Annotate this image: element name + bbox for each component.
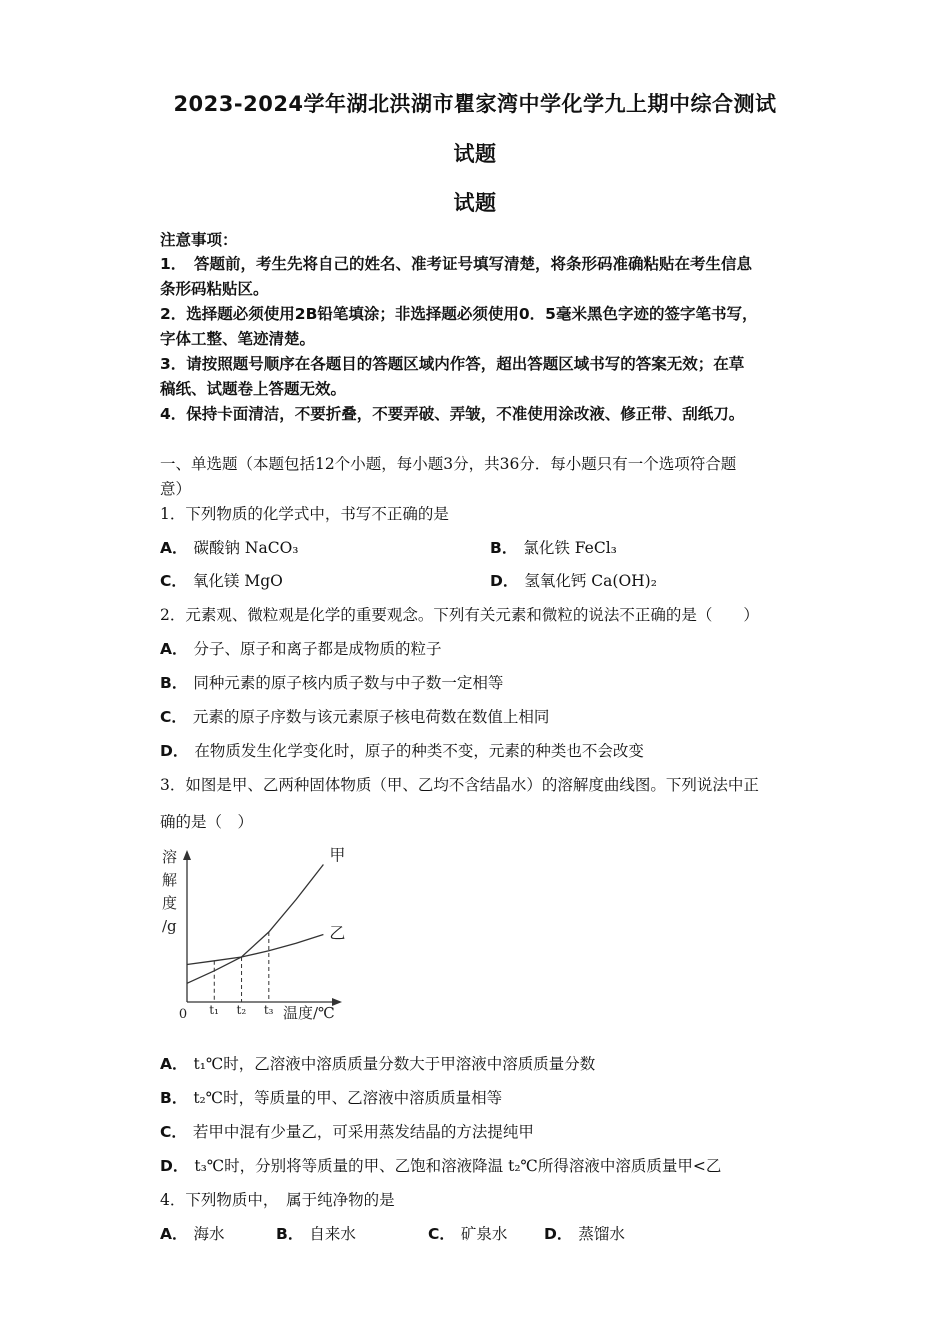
exam-subtitle: 试题 [453, 191, 497, 215]
q1-option-b-text: 氯化铁 FeCl₃ [523, 539, 617, 557]
solubility-chart-svg [150, 840, 350, 1025]
x-tick-label-t2: t₂ [236, 1003, 247, 1017]
q2-option-a-label: A． [160, 640, 188, 658]
q4-option-b-text: 自来水 [309, 1225, 356, 1243]
notice-item-2-cont: 字体工整、笔迹清楚。 [160, 330, 316, 348]
q3-option-c-text: 若甲中混有少量乙，可采用蒸发结晶的方法提纯甲 [192, 1123, 534, 1141]
q2-option-b-text: 同种元素的原子核内质子数与中子数一定相等 [193, 674, 504, 692]
q3-option-a-text: t₁℃时，乙溶液中溶质质量分数大于甲溶液中溶质质量分数 [193, 1055, 596, 1073]
q1-option-a-text: 碳酸钠 NaCO₃ [193, 539, 299, 557]
q1-option-d-label: D． [490, 572, 519, 590]
q2-option-c-label: C． [160, 708, 187, 726]
q4-option-a-label: A． [160, 1225, 188, 1243]
q4-option-b [276, 1222, 356, 1244]
series-label-jia: 甲 [329, 845, 346, 865]
q4-option-d-text: 蒸馏水 [578, 1225, 625, 1243]
notice-heading: 注意事项： [160, 231, 238, 249]
q4-option-c-text: 矿泉水 [460, 1225, 508, 1243]
x-axis-label: 温度/℃ [283, 1004, 335, 1022]
q3-option-b [160, 1086, 502, 1108]
series-line-yi [187, 935, 323, 965]
q4-option-b-label: B． [276, 1225, 304, 1243]
q3-option-b-text: t₂℃时，等质量的甲、乙溶液中溶质质量相等 [193, 1089, 503, 1107]
notice-item-1: 1． 答题前，考生先将自己的姓名、准考证号填写清楚，将条形码准确粘贴在考生信息 [160, 255, 753, 273]
q2-option-b [160, 671, 503, 693]
q1-option-b-label: B． [490, 539, 518, 557]
q3-stem-cont: 确的是（ ） [160, 813, 254, 831]
q2-option-a-text: 分子、原子和离子都是成物质的粒子 [193, 640, 442, 658]
q3-option-a [160, 1052, 595, 1074]
q1-stem: 1．下列物质的化学式中，书写不正确的是 [160, 505, 449, 523]
q2-option-d-text: 在物质发生化学变化时，原子的种类不变，元素的种类也不会改变 [194, 742, 644, 760]
q4-stem: 4．下列物质中， 属于纯净物的是 [160, 1191, 395, 1209]
q1-option-d [490, 569, 657, 591]
notice-item-2: 2．选择题必须使用2B铅笔填涂；非选择题必须使用0．5毫米黑色字迹的签字笔书写， [160, 305, 758, 323]
q4-option-a-text: 海水 [193, 1225, 225, 1243]
q4-option-c-label: C． [428, 1225, 455, 1243]
q4-option-c [428, 1222, 507, 1244]
q3-stem: 3．如图是甲、乙两种固体物质（甲、乙均不含结晶水）的溶解度曲线图。下列说法中正 [160, 776, 759, 794]
section-heading-cont: 意） [160, 480, 192, 498]
q3-option-d-label: D． [160, 1157, 189, 1175]
q1-option-a [160, 536, 299, 558]
origin-label: 0 [178, 1007, 188, 1022]
notice-item-3: 3．请按照题号顺序在各题目的答题区域内作答，超出答题区域书写的答案无效；在草 [160, 355, 745, 373]
solubility-chart [150, 840, 350, 1025]
q2-stem: 2．元素观、微粒观是化学的重要观念。下列有关元素和微粒的说法不正确的是（ ） [160, 606, 759, 624]
q2-option-d-label: D． [160, 742, 189, 760]
exam-title: 2023-2024学年湖北洪湖市瞿家湾中学化学九上期中综合测试 [173, 92, 777, 116]
notice-item-3-cont: 稿纸、试题卷上答题无效。 [160, 380, 347, 398]
q2-option-b-label: B． [160, 674, 188, 692]
q2-option-c [160, 705, 549, 727]
y-axis-arrow [183, 850, 191, 860]
q3-option-c-label: C． [160, 1123, 187, 1141]
q3-option-c [160, 1120, 534, 1142]
q1-option-c-label: C． [160, 572, 187, 590]
q2-option-c-text: 元素的原子序数与该元素原子核电荷数在数值上相同 [192, 708, 550, 726]
q1-option-c-text: 氧化镁 MgO [192, 572, 283, 590]
q1-option-c [160, 569, 283, 591]
q1-option-d-text: 氢氧化钙 Ca(OH)₂ [524, 572, 657, 590]
q2-option-d [160, 739, 644, 761]
y-axis-label-char: 溶 [162, 848, 178, 866]
q3-option-b-label: B． [160, 1089, 188, 1107]
q1-option-b [490, 536, 617, 558]
series-line-jia [187, 865, 323, 984]
q3-option-d-text: t₃℃时，分别将等质量的甲、乙饱和溶液降温 t₂℃所得溶液中溶质质量甲<乙 [194, 1157, 722, 1175]
q2-option-a [160, 637, 442, 659]
notice-item-1-cont: 条形码粘贴区。 [160, 280, 269, 298]
q1-option-a-label: A． [160, 539, 188, 557]
notice-item-4: 4．保持卡面清洁，不要折叠，不要弄破、弄皱，不准使用涂改液、修正带、刮纸刀。 [160, 405, 745, 423]
x-tick-label-t1: t₁ [209, 1003, 219, 1017]
y-axis-label-char: 解 [162, 871, 178, 889]
q4-option-a [160, 1222, 225, 1244]
q3-option-d [160, 1154, 721, 1176]
q4-option-d-label: D． [544, 1225, 573, 1243]
y-axis-label-char: 度 [162, 894, 178, 912]
y-axis-label-char: /g [162, 917, 177, 935]
section-heading: 一、单选题（本题包括12个小题，每小题3分，共36分．每小题只有一个选项符合题 [160, 455, 737, 473]
series-label-yi: 乙 [329, 923, 346, 943]
q3-option-a-label: A． [160, 1055, 188, 1073]
q4-option-d [544, 1222, 625, 1244]
x-tick-label-t3: t₃ [263, 1003, 274, 1017]
exam-title-line2: 试题 [453, 142, 497, 166]
